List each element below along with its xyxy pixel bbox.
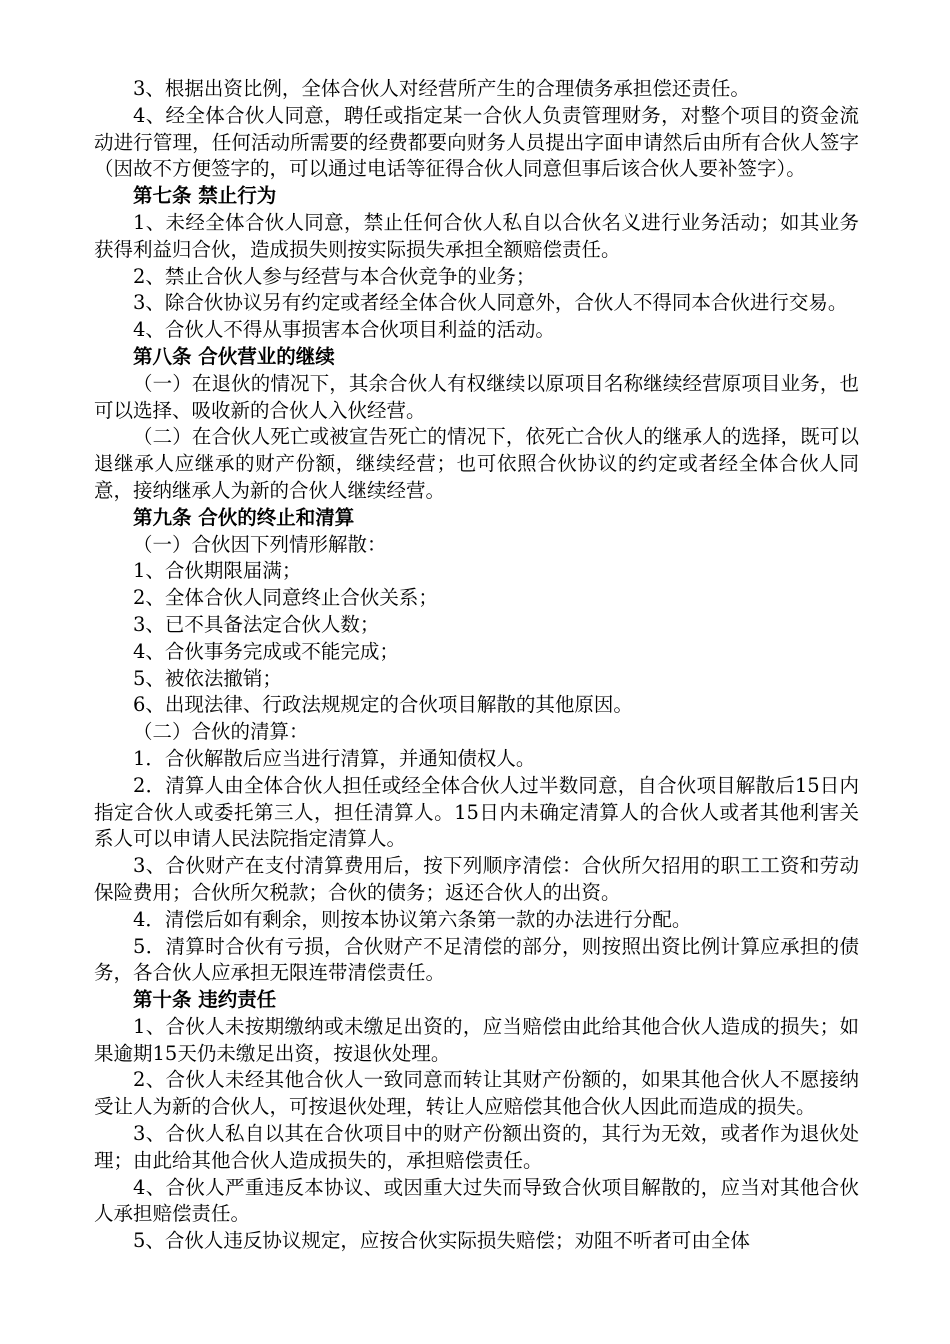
paragraph: 2、全体合伙人同意终止合伙关系； [133, 586, 438, 610]
paragraph: 5、被依法撤销； [133, 666, 282, 690]
section-heading: 第九条 合伙的终止和清算 [133, 505, 355, 529]
paragraph: 2、合伙人未经其他合伙人一致同意而转让其财产份额的，如果其他合伙人不愿接纳受让人为新的合伙人，可按退伙处理，转让人应赔偿其他合伙人因此而造成的损失。 [94, 1068, 859, 1119]
paragraph: （一）合伙因下列情形解散： [133, 532, 387, 556]
paragraph: （二）在合伙人死亡或被宣告死亡的情况下，依死亡合伙人的继承人的选择，既可以退继承人应继承的财产份额，继续经营；也可依照合伙协议的约定或者经全体合伙人同意，接纳继承人为新的合伙人继续经营。 [94, 425, 859, 502]
paragraph: 5、合伙人违反协议规定，应按合伙实际损失赔偿；劝阻不听者可由全体 [133, 1229, 750, 1253]
paragraph: 6、出现法律、行政法规规定的合伙项目解散的其他原因。 [133, 693, 633, 717]
paragraph: 3、已不具备法定合伙人数； [133, 612, 380, 636]
paragraph: 3、根据出资比例，全体合伙人对经营所产生的合理债务承担偿还责任。 [133, 77, 750, 100]
paragraph: 4、合伙事务完成或不能完成； [133, 639, 399, 663]
paragraph: 1、合伙人未按期缴纳或未缴足出资的，应当赔偿由此给其他合伙人造成的损失；如果逾期15天仍未缴足出资，按退伙处理。 [94, 1014, 859, 1065]
paragraph: 3、合伙财产在支付清算费用后，按下列顺序清偿：合伙所欠招用的职工工资和劳动保险费用；合伙所欠税款；合伙的债务；返还合伙人的出资。 [94, 854, 859, 904]
section-heading: 第七条 禁止行为 [133, 184, 277, 208]
section-heading: 第十条 违约责任 [133, 988, 277, 1012]
section-heading: 第八条 合伙营业的继续 [133, 344, 335, 368]
paragraph: 4．清偿后如有剩余，则按本协议第六条第一款的办法进行分配。 [133, 907, 692, 931]
document-body [94, 76, 859, 1255]
paragraph: 2．清算人由全体合伙人担任或经全体合伙人过半数同意，自合伙项目解散后15日内指定合伙人或委托第三人，担任清算人。15日内未确定清算人的合伙人或者其他利害关系人可以申请人民法院指定清算人。 [94, 773, 859, 851]
paragraph: 4、经全体合伙人同意，聘任或指定某一合伙人负责管理财务，对整个项目的资金流动进行管理，任何活动所需要的经费都要向财务人员提出字面申请然后由所有合伙人签字（因故不方便签字的，可以通过电话等征得合伙人同意但事后该合伙人要补签字）。 [94, 103, 859, 181]
paragraph: 1、未经全体合伙人同意，禁止任何合伙人私自以合伙名义进行业务活动；如其业务获得利益归合伙，造成损失则按实际损失承担全额赔偿责任。 [94, 210, 859, 261]
paragraph: （二）合伙的清算： [133, 720, 309, 744]
paragraph: （一）在退伙的情况下，其余合伙人有权继续以原项目名称继续经营原项目业务，也可以选择、吸收新的合伙人入伙经营。 [94, 371, 859, 422]
paragraph: 4、合伙人不得从事损害本合伙项目利益的活动。 [133, 318, 555, 342]
paragraph: 2、禁止合伙人参与经营与本合伙竞争的业务； [133, 264, 536, 288]
paragraph: 5．清算时合伙有亏损，合伙财产不足清偿的部分，则按照出资比例计算应承担的债务，各合伙人应承担无限连带清偿责任。 [94, 934, 859, 985]
paragraph: 4、合伙人严重违反本协议、或因重大过失而导致合伙项目解散的，应当对其他合伙人承担赔偿责任。 [94, 1175, 859, 1226]
paragraph: 3、合伙人私自以其在合伙项目中的财产份额出资的，其行为无效，或者作为退伙处理；由此给其他合伙人造成损失的，承担赔偿责任。 [94, 1122, 859, 1172]
paragraph: 1．合伙解散后应当进行清算，并通知债权人。 [133, 746, 536, 770]
paragraph: 3、除合伙协议另有约定或者经全体合伙人同意外，合伙人不得同本合伙进行交易。 [133, 291, 848, 315]
paragraph: 1、合伙期限届满； [133, 559, 302, 583]
